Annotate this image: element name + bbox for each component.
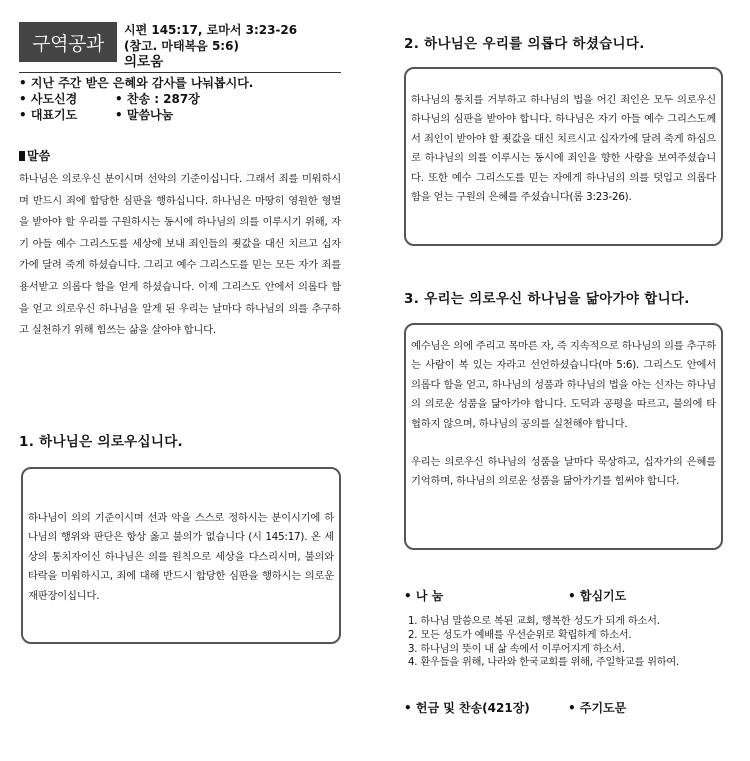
section-1-body: 하나님이 의의 기준이시며 선과 악을 스스로 정하시는 분이시기에 하나님의 행위와 판단은 항상 옳고 불의가 없습니다 (시 145:17). 온 세상의 통치자이신 하나님은 의를 원칙으로 세상을 다스리시며, 불의와 타락을 미워하시고, 죄에 대해 반드시 합당한 심판을 행하시는 의로운 재판장이십니다.	[28, 512, 334, 602]
section-3-box	[404, 323, 723, 550]
word-heading	[19, 147, 50, 164]
joint-prayer-label: • 합심기도	[568, 589, 627, 603]
order-item-sharing: • 지난 주간 받은 은혜와 감사를 나눠봅시다.	[19, 76, 254, 90]
section-3-body-2: 우리는 의로우신 하나님의 성품을 날마다 묵상하고, 십자가의 은혜를 기억하며, 하나님의 의로운 성품을 닮아가기를 힘써야 합니다.	[411, 456, 716, 488]
header-divider	[19, 72, 341, 73]
offering-label: • 헌금 및 찬송(421장)	[404, 701, 530, 715]
order-item-prayer: • 대표기도	[19, 108, 78, 122]
prayer-item: 2. 모든 성도가 예배를 우선순위로 확립하게 하소서.	[408, 629, 632, 641]
scripture-references	[124, 22, 297, 70]
section-2-title: 2. 하나님은 우리를 의롭다 하셨습니다.	[404, 36, 645, 52]
word-heading-label: 말씀	[27, 149, 51, 163]
section-1-title: 1. 하나님은 의로우십니다.	[19, 434, 183, 450]
order-item-hymn: • 찬송 : 287장	[115, 92, 200, 106]
refs-line-1: 시편 145:17, 로마서 3:23-26	[124, 23, 298, 37]
refs-line-2: (참고. 마태복음 5:6)	[124, 39, 239, 53]
section-2-body: 하나님의 통치를 거부하고 하나님의 법을 어긴 죄인은 모두 의로우신 하나님의 심판을 받아야 합니다. 하나님은 자기 아들 예수 그리스도께서 죄인이 받아야 할 죗값을 대신 치르시고 십자가에 달려 죽게 하심으로 하나님의 의를 이루시는 동시에 죄인을 향한 사랑을 보여주셨습니다. 또한 예수 그리스도를 믿는 자에게 하나님의 의를 덧입고 의롭다 함을 얻는 구원의 은혜를 주셨습니다(롬 3:23-26).	[411, 94, 716, 204]
section-1-box	[21, 467, 341, 644]
section-2-box	[404, 67, 723, 246]
sharing-row	[404, 587, 626, 604]
lesson-topic: 의로움	[124, 54, 164, 70]
word-body: 하나님은 의로우신 분이시며 선악의 기준이십니다. 그래서 죄를 미워하시며 반드시 죄에 합당한 심판을 행하십니다. 하나님은 마땅히 영원한 형벌을 받아야 할 우리를 구원하시는 동시에 하나님의 의를 이루시기 위해, 자기 아들 예수 그리스도를 세상에 보내 죄인들의 죗값을 대신 치르고 십자가에 달려 죽게 하셨습니다. 그리고 예수 그리스도를 믿는 모든 자가 죄를 용서받고 의롭다 함을 얻게 하셨습니다. 이제 그리스도 안에서 의롭다 함을 얻고 의로우신 하나님을 알게 된 우리는 날마다 하나님의 의를 추구하고 실천하기 위해 힘쓰는 삶을 살아야 합니다.	[19, 173, 341, 337]
lesson-badge: 구역공과	[19, 22, 117, 62]
order-item-word: • 말씀나눔	[115, 108, 174, 122]
paragraph-gap	[411, 434, 716, 453]
prayer-item: 4. 환우들을 위해, 나라와 한국교회를 위해, 주일학교를 위하여.	[408, 657, 680, 669]
lords-prayer-label: • 주기도문	[568, 701, 627, 715]
order-row-3	[19, 107, 349, 123]
prayer-item: 3. 하나님의 뜻이 내 삶 속에서 이루어지게 하소서.	[408, 643, 625, 655]
order-row-2	[19, 91, 349, 107]
service-order	[19, 75, 349, 123]
closing-row	[404, 699, 626, 716]
prayer-list	[408, 615, 679, 670]
square-bullet-icon	[19, 151, 25, 161]
section-3-body-1: 예수님은 의에 주리고 목마른 자, 즉 지속적으로 하나님의 의를 추구하는 사람이 복 있는 자라고 선언하셨습니다(마 5:6). 그리스도 안에서 의롭다 함을 얻고, 하나님의 성품과 하나님의 법을 아는 신자는 하나님의 의로운 성품을 닮아가야 합니다. 도덕과 공평을 따르고, 불의에 타협하지 않으며, 하나님의 공의를 실천해야 합니다.	[411, 340, 716, 430]
sharing-label: • 나 눔	[404, 589, 444, 603]
prayer-item: 1. 하나님 말씀으로 복된 교회, 행복한 성도가 되게 하소서.	[408, 616, 660, 627]
section-3-title: 3. 우리는 의로우신 하나님을 닮아가야 합니다.	[404, 291, 690, 307]
order-item-creed: • 사도신경	[19, 92, 78, 106]
